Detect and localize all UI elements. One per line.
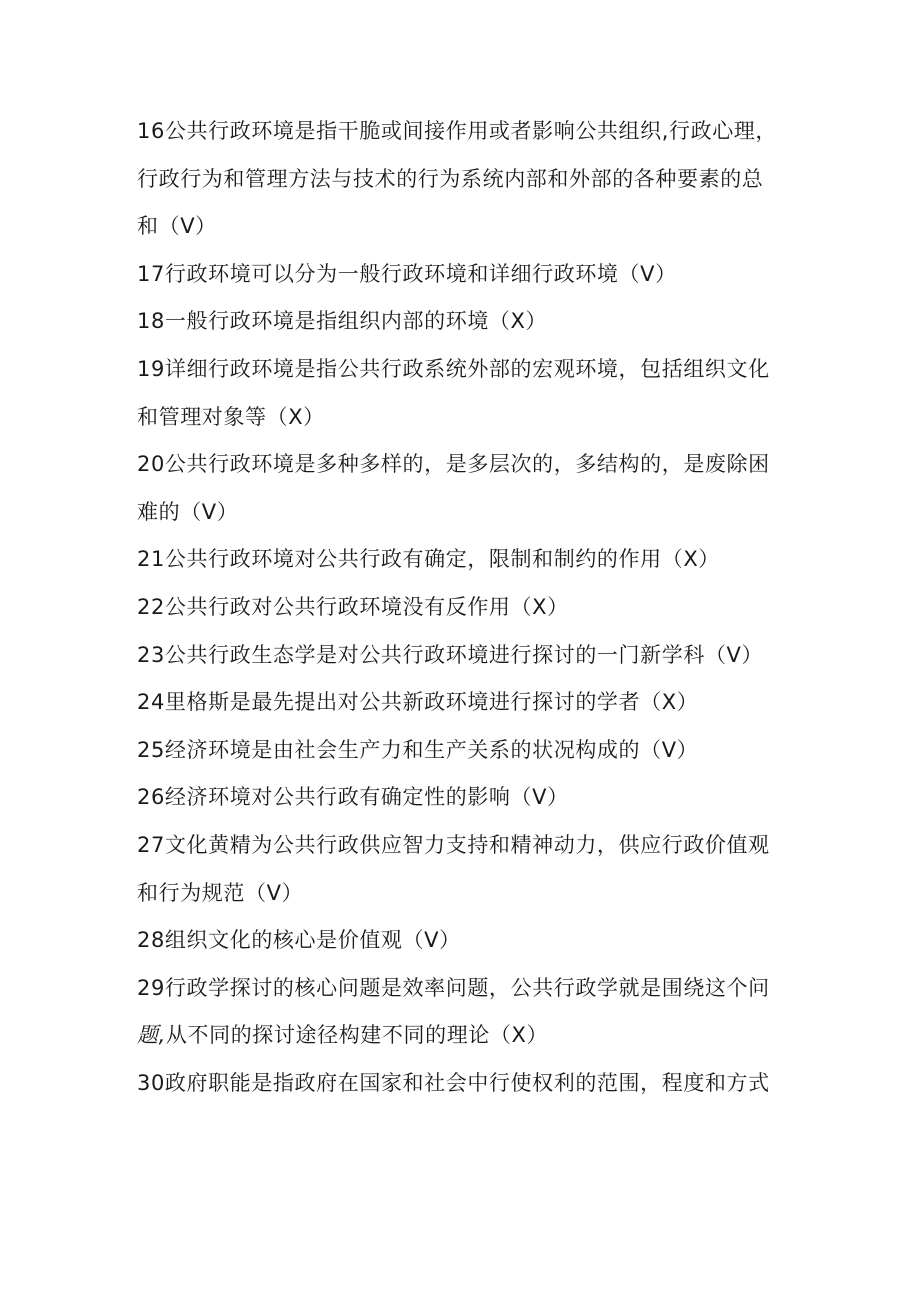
item-26 (137, 774, 777, 822)
item-16-line-3: 和（V） (137, 214, 217, 239)
item-25 (137, 727, 777, 775)
item-18 (137, 298, 777, 346)
item-16-line-1: 16公共行政环境是指干脆或间接作用或者影响公共组织,行政心理， (137, 119, 777, 143)
item-29 (137, 965, 777, 1060)
item-23 (137, 632, 777, 680)
item-16 (137, 108, 777, 251)
item-30 (137, 1060, 777, 1108)
item-20-line-1: 20公共行政环境是多种多样的，是多层次的，多结构的，是废除困 (137, 452, 770, 477)
item-29-line-2-italic: 题, (137, 1023, 166, 1048)
item-21 (137, 536, 777, 584)
item-18-line-1: 18一般行政环境是指组织内部的环境（X） (137, 309, 548, 334)
item-29-line-1: 29行政学探讨的核心问题是效率问题，公共行政学就是围绕这个问 (137, 975, 770, 1000)
item-22 (137, 584, 777, 632)
item-30-line-1: 30政府职能是指政府在国家和社会中行使权利的范围，程度和方式 (137, 1070, 770, 1095)
item-23-line-1: 23公共行政生态学是对公共行政环境进行探讨的一门新学科（V） (137, 642, 764, 667)
item-20 (137, 441, 777, 536)
item-17-line-1: 17行政环境可以分为一般行政环境和详细行政环境（V） (137, 261, 677, 286)
item-25-line-1: 25经济环境是由社会生产力和生产关系的状况构成的（V） (137, 737, 699, 762)
item-16-line-2: 行政行为和管理方法与技术的行为系统内部和外部的各种要素的总 (137, 166, 764, 191)
item-24 (137, 679, 777, 727)
item-28 (137, 917, 777, 965)
item-20-line-2: 难的（V） (137, 499, 239, 524)
item-19 (137, 346, 777, 441)
item-27-line-1: 27文化黄精为公共行政供应智力支持和精神动力，供应行政价值观 (137, 832, 770, 857)
item-19-line-2: 和管理对象等（X） (137, 404, 325, 429)
item-28-line-1: 28组织文化的核心是价值观（V） (137, 928, 461, 953)
item-29-line-2: 从不同的探讨途径构建不同的理论（X） (165, 1023, 549, 1048)
item-17 (137, 251, 777, 299)
item-26-line-1: 26经济环境对公共行政有确定性的影响（V） (137, 785, 569, 810)
item-21-line-1: 21公共行政环境对公共行政有确定，限制和制约的作用（X） (137, 547, 720, 572)
item-24-line-1: 24里格斯是最先提出对公共新政环境进行探讨的学者（X） (137, 690, 699, 715)
item-27-line-2: 和行为规范（V） (137, 880, 304, 905)
item-22-line-1: 22公共行政对公共行政环境没有反作用（X） (137, 594, 569, 619)
document-body (137, 108, 777, 1107)
item-19-line-1: 19详细行政环境是指公共行政系统外部的宏观环境，包括组织文化 (137, 356, 770, 381)
item-27 (137, 822, 777, 917)
